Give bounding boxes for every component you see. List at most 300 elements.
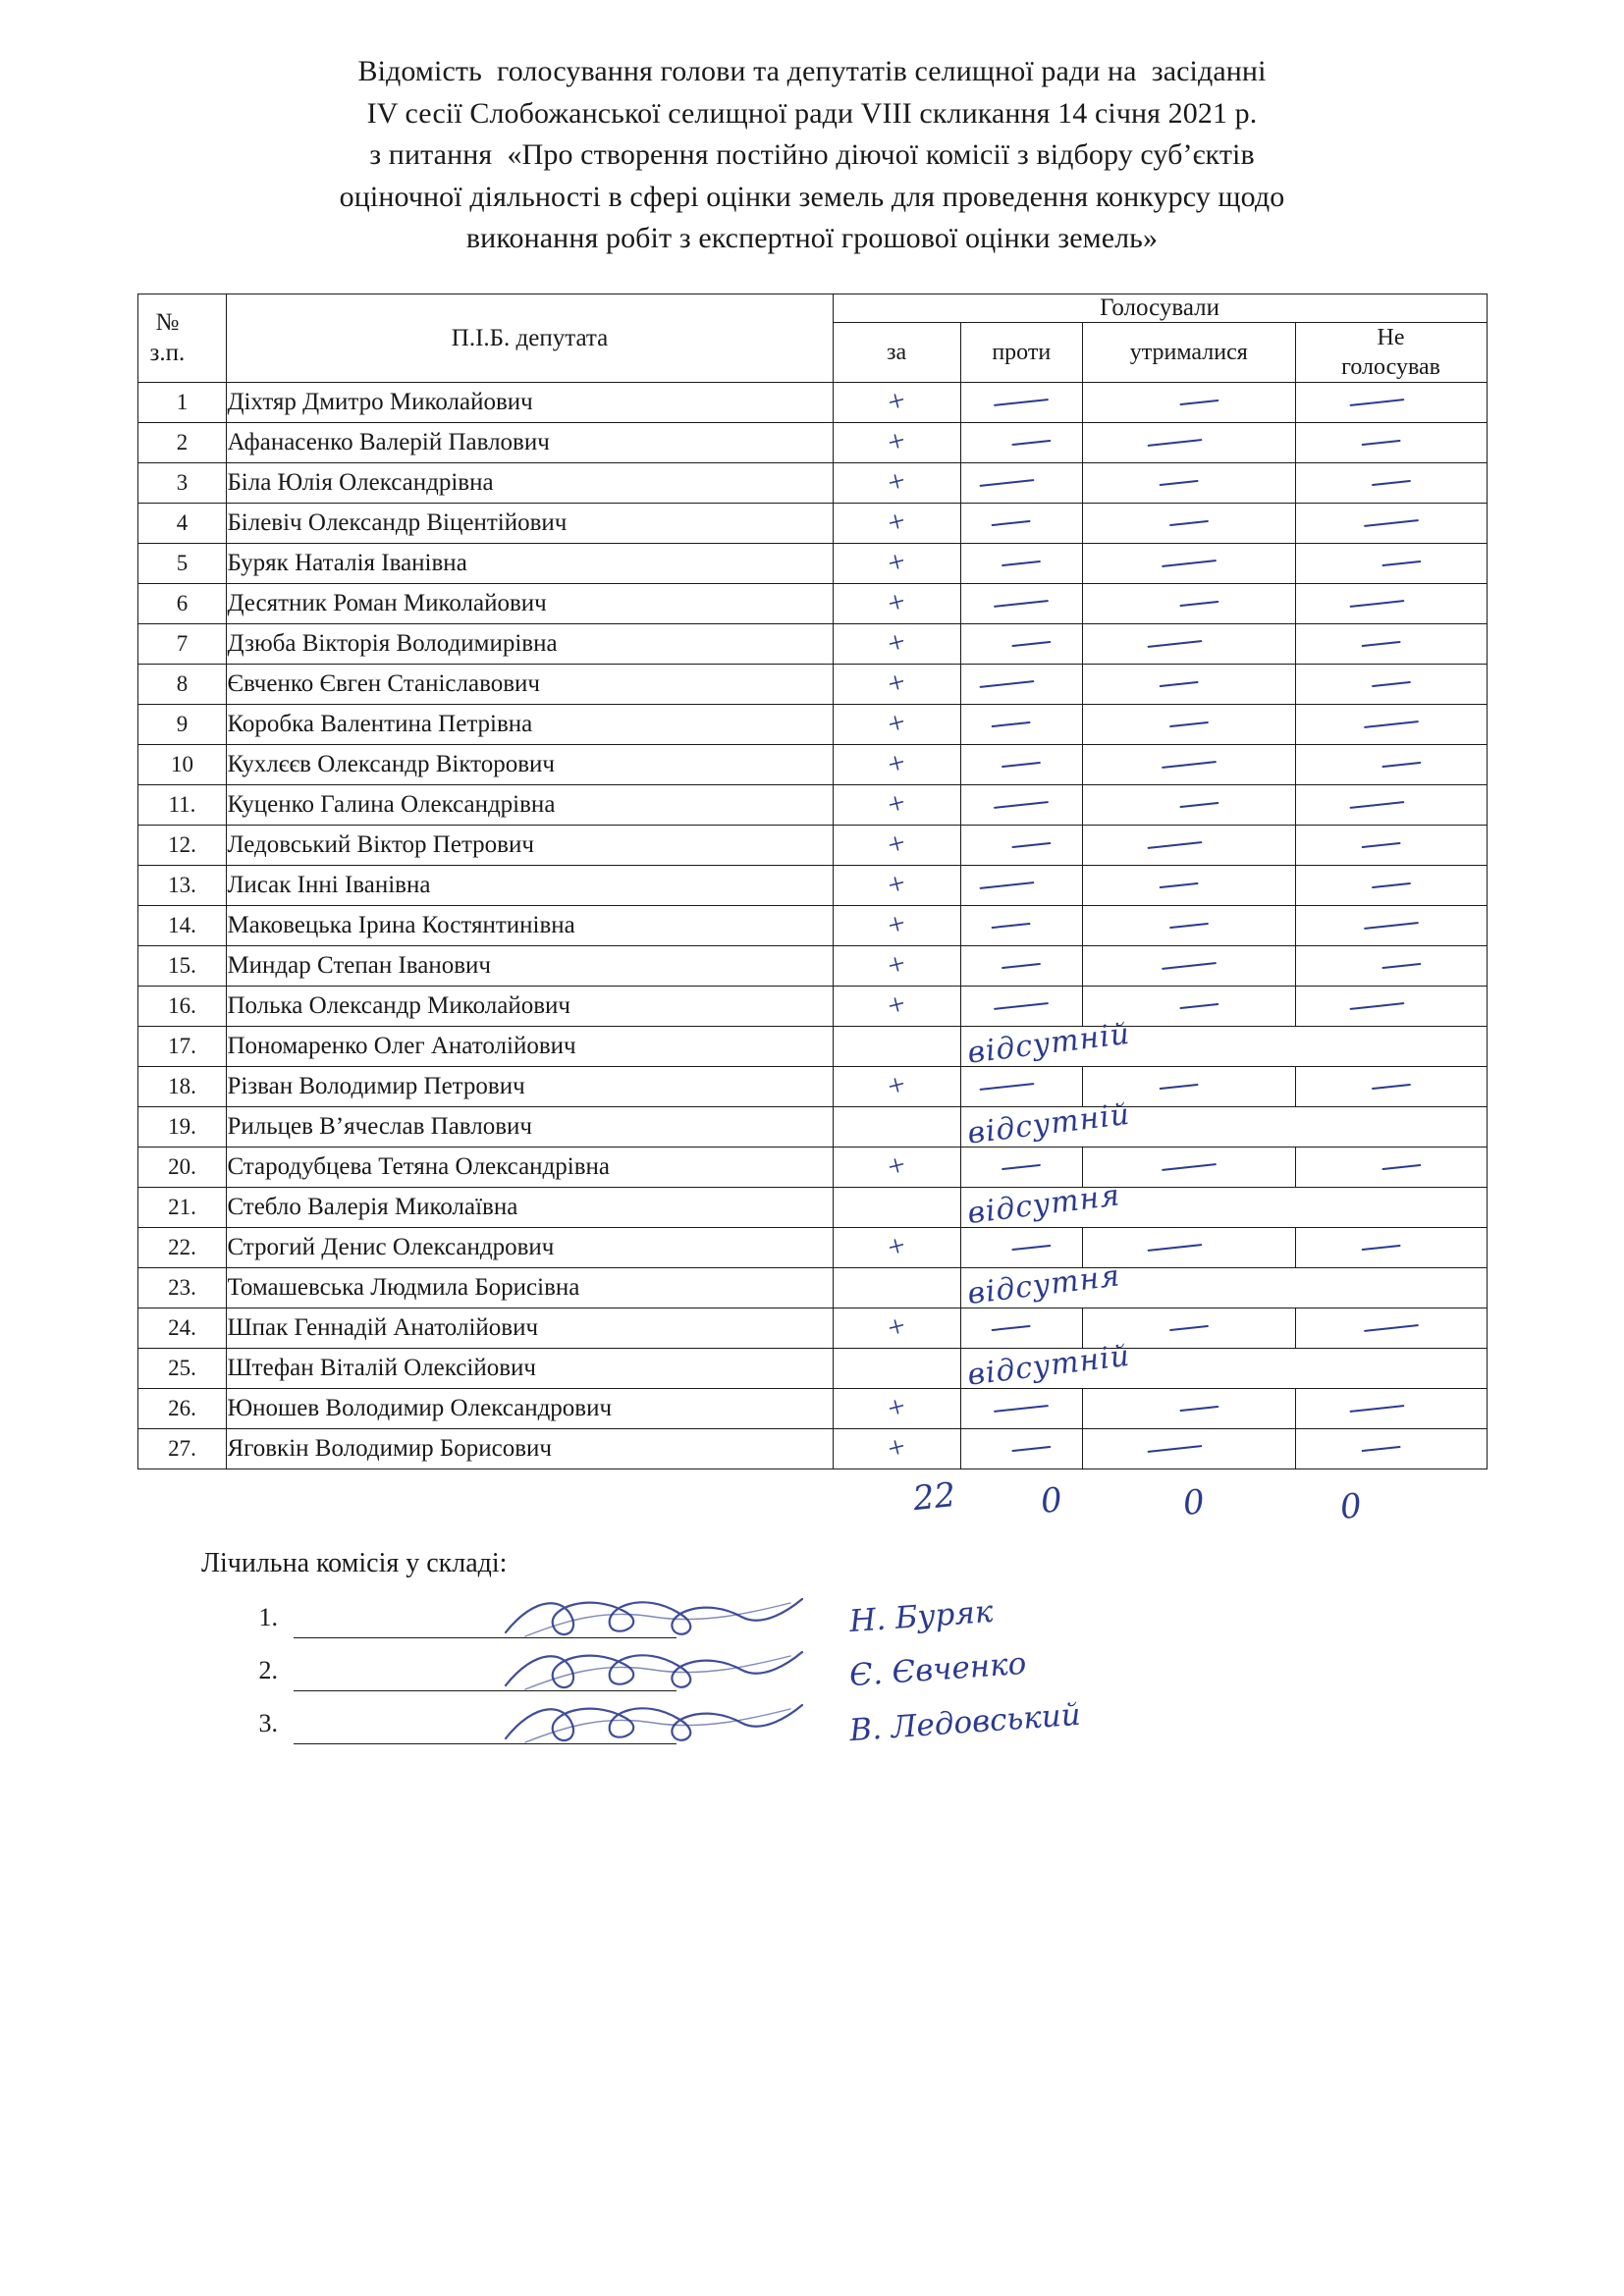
vote-proti-cell	[960, 1147, 1083, 1187]
plus-mark-icon: +	[884, 945, 909, 984]
vote-not-voted-cell	[1295, 664, 1487, 704]
vote-not-voted-cell	[1295, 744, 1487, 784]
total-abstained: 0	[1180, 1481, 1207, 1523]
row-number: 16.	[137, 986, 227, 1026]
plus-mark-icon: +	[884, 704, 909, 742]
table-row	[137, 704, 1487, 744]
voting-table-body	[137, 382, 1487, 1468]
dash-mark-icon	[1349, 399, 1404, 406]
dash-mark-icon	[994, 1405, 1049, 1413]
vote-proti-cell	[960, 1308, 1083, 1348]
dash-mark-icon	[1159, 681, 1198, 687]
dash-mark-icon	[1159, 882, 1198, 888]
dash-mark-icon	[992, 1325, 1031, 1331]
dash-mark-icon	[1179, 802, 1218, 808]
header-number-line2: з.п.	[149, 340, 186, 367]
plus-mark-icon: +	[884, 664, 909, 702]
plus-mark-icon: +	[884, 382, 909, 420]
dash-mark-icon	[1179, 400, 1218, 405]
row-number: 2	[137, 422, 227, 462]
row-number: 27.	[137, 1428, 227, 1468]
row-number: 20.	[137, 1147, 227, 1187]
commission-block	[201, 1547, 1624, 1749]
dash-mark-icon	[980, 479, 1035, 487]
row-number: 9	[137, 704, 227, 744]
header-number-line1: №	[155, 309, 180, 337]
dash-mark-icon	[1349, 1002, 1404, 1010]
total-za: 22	[910, 1474, 957, 1520]
plus-mark-icon: +	[884, 986, 909, 1024]
dash-mark-icon	[1169, 520, 1209, 526]
table-row	[137, 784, 1487, 825]
vote-abstained-cell	[1083, 422, 1296, 462]
vote-proti-cell	[960, 825, 1083, 865]
deputy-name: Миндар Степан Іванович	[227, 945, 833, 986]
table-row	[137, 462, 1487, 503]
vote-not-voted-cell	[1295, 1428, 1487, 1468]
commission-member-index: 2.	[258, 1655, 278, 1684]
plus-mark-icon: +	[884, 462, 909, 501]
absent-note-cell	[960, 1258, 1487, 1312]
deputy-name: Ледовський Віктор Петрович	[227, 825, 833, 865]
row-number: 10	[137, 744, 227, 784]
dash-mark-icon	[980, 1083, 1035, 1091]
dash-mark-icon	[992, 520, 1031, 526]
vote-proti-cell	[960, 623, 1083, 664]
vote-abstained-cell	[1083, 382, 1296, 422]
deputy-name: Дзюба Вікторія Володимирівна	[227, 623, 833, 664]
vote-not-voted-cell	[1295, 543, 1487, 583]
vote-proti-cell	[960, 664, 1083, 704]
absent-note: відсутня	[964, 1178, 1122, 1232]
vote-abstained-cell	[1083, 704, 1296, 744]
signature-line	[294, 1651, 677, 1691]
vote-abstained-cell	[1083, 905, 1296, 945]
header-not-voted-line1: Не	[1377, 324, 1405, 350]
dash-mark-icon	[1372, 480, 1411, 486]
plus-mark-icon: +	[884, 1308, 909, 1346]
dash-mark-icon	[1361, 641, 1400, 647]
plus-mark-icon: +	[884, 1428, 909, 1467]
absent-note: відсутній	[965, 1338, 1132, 1393]
plus-mark-icon: +	[884, 865, 909, 903]
table-row	[137, 623, 1487, 664]
dash-mark-icon	[1349, 1405, 1404, 1413]
row-number: 3	[137, 462, 227, 503]
vote-abstained-cell	[1083, 825, 1296, 865]
document-title	[0, 51, 1624, 260]
vote-proti-cell	[960, 986, 1083, 1026]
table-row	[137, 583, 1487, 623]
dash-mark-icon	[1179, 1003, 1218, 1009]
table-row	[137, 1227, 1487, 1267]
absent-note: відсутній	[965, 1016, 1132, 1071]
dash-mark-icon	[1147, 1244, 1202, 1252]
deputy-name: Яговкін Володимир Борисович	[227, 1428, 833, 1468]
dash-mark-icon	[1162, 1163, 1217, 1171]
vote-proti-cell	[960, 1428, 1083, 1468]
table-row	[137, 1428, 1487, 1468]
dash-mark-icon	[1349, 600, 1404, 608]
dash-mark-icon	[1147, 640, 1202, 648]
dash-mark-icon	[1381, 1164, 1421, 1170]
deputy-name: Штефан Віталій Олексійович	[227, 1348, 833, 1388]
plus-mark-icon: +	[884, 825, 909, 863]
vote-not-voted-cell	[1295, 986, 1487, 1026]
vote-abstained-cell	[1083, 1428, 1296, 1468]
row-number: 6	[137, 583, 227, 623]
header-deputy-name: П.І.Б. депутата	[227, 294, 833, 382]
vote-not-voted-cell	[1295, 784, 1487, 825]
vote-not-voted-cell	[1295, 1147, 1487, 1187]
vote-za-cell	[833, 1026, 960, 1066]
dash-mark-icon	[1381, 561, 1421, 566]
dash-mark-icon	[1361, 842, 1400, 848]
vote-za-cell	[833, 462, 960, 503]
row-number: 17.	[137, 1026, 227, 1066]
vote-proti-cell	[960, 382, 1083, 422]
dash-mark-icon	[1169, 923, 1209, 929]
vote-proti-cell	[960, 704, 1083, 744]
vote-abstained-cell	[1083, 784, 1296, 825]
vote-za-cell	[833, 543, 960, 583]
commission-list	[201, 1585, 1624, 1749]
title-line-1: Відомість голосування голови та депутатів селищної ради на засіданні	[357, 55, 1267, 87]
vote-za-cell	[833, 1227, 960, 1267]
dash-mark-icon	[980, 680, 1035, 688]
vote-za-cell	[833, 1187, 960, 1227]
row-number: 24.	[137, 1308, 227, 1348]
dash-mark-icon	[1147, 1445, 1202, 1453]
table-row	[137, 503, 1487, 543]
title-line-5: виконання робіт з експертної грошової оцінки земель»	[465, 222, 1159, 255]
deputy-name: Пономаренко Олег Анатолійович	[227, 1026, 833, 1066]
deputy-name: Стебло Валерія Миколаївна	[227, 1187, 833, 1227]
plus-mark-icon: +	[884, 1227, 909, 1265]
vote-abstained-cell	[1083, 744, 1296, 784]
vote-za-cell	[833, 1267, 960, 1308]
vote-za-cell	[833, 1388, 960, 1428]
dash-mark-icon	[1169, 1325, 1209, 1331]
dash-mark-icon	[1361, 1245, 1400, 1251]
vote-proti-cell	[960, 1066, 1083, 1106]
vote-proti-cell	[960, 905, 1083, 945]
vote-not-voted-cell	[1295, 825, 1487, 865]
dash-mark-icon	[980, 881, 1035, 889]
title-line-2: IV сесії Слобожанської селищної ради VIII скликання 14 січня 2021 р.	[366, 96, 1258, 130]
vote-za-cell	[833, 664, 960, 704]
row-number: 8	[137, 664, 227, 704]
vote-proti-cell	[960, 503, 1083, 543]
dash-mark-icon	[994, 1002, 1049, 1010]
commission-member-row	[201, 1638, 1624, 1694]
row-number: 15.	[137, 945, 227, 986]
vote-abstained-cell	[1083, 543, 1296, 583]
vote-proti-cell	[960, 583, 1083, 623]
row-number: 1	[137, 382, 227, 422]
vote-za-cell	[833, 1106, 960, 1147]
table-row	[137, 664, 1487, 704]
deputy-name: Куценко Галина Олександрівна	[227, 784, 833, 825]
header-voted-group: Голосували	[833, 294, 1487, 322]
vote-not-voted-cell	[1295, 422, 1487, 462]
vote-za-cell	[833, 1147, 960, 1187]
plus-mark-icon: +	[884, 1147, 909, 1185]
dash-mark-icon	[1381, 762, 1421, 768]
dash-mark-icon	[1012, 440, 1052, 446]
vote-proti-cell	[960, 422, 1083, 462]
total-not-voted: 0	[1337, 1485, 1364, 1527]
dash-mark-icon	[1364, 721, 1419, 728]
vote-proti-cell	[960, 784, 1083, 825]
deputy-name: Коробка Валентина Петрівна	[227, 704, 833, 744]
vote-not-voted-cell	[1295, 1308, 1487, 1348]
signature-line	[294, 1704, 677, 1744]
vote-za-cell	[833, 905, 960, 945]
vote-abstained-cell	[1083, 1388, 1296, 1428]
table-row	[137, 543, 1487, 583]
dash-mark-icon	[1372, 1084, 1411, 1090]
commission-member-index: 3.	[258, 1708, 278, 1737]
deputy-name: Діхтяр Дмитро Миколайович	[227, 382, 833, 422]
commission-member-row	[201, 1691, 1624, 1749]
dash-mark-icon	[992, 721, 1031, 727]
dash-mark-icon	[1381, 963, 1421, 969]
absent-note: відсутній	[965, 1096, 1132, 1151]
row-number: 25.	[137, 1348, 227, 1388]
vote-abstained-cell	[1083, 865, 1296, 905]
vote-not-voted-cell	[1295, 865, 1487, 905]
vote-abstained-cell	[1083, 664, 1296, 704]
dash-mark-icon	[1147, 439, 1202, 447]
table-row	[137, 382, 1487, 422]
table-row	[137, 1267, 1487, 1308]
plus-mark-icon: +	[884, 583, 909, 621]
dash-mark-icon	[1364, 1324, 1419, 1332]
dash-mark-icon	[1012, 842, 1052, 848]
row-number: 12.	[137, 825, 227, 865]
deputy-name: Біла Юлія Олександрівна	[227, 462, 833, 503]
commission-member-row	[201, 1585, 1624, 1638]
deputy-name: Томашевська Людмила Борисівна	[227, 1267, 833, 1308]
dash-mark-icon	[1012, 1446, 1052, 1452]
deputy-name: Десятник Роман Миколайович	[227, 583, 833, 623]
dash-mark-icon	[1001, 762, 1041, 768]
dash-mark-icon	[1372, 681, 1411, 687]
dash-mark-icon	[1012, 641, 1052, 647]
row-number: 23.	[137, 1267, 227, 1308]
dash-mark-icon	[1162, 761, 1217, 769]
title-line-3: з питання «Про створення постійно діючої комісії з відбору суб’єктів	[369, 138, 1255, 172]
plus-mark-icon: +	[884, 543, 909, 581]
table-row	[137, 1066, 1487, 1106]
vote-not-voted-cell	[1295, 382, 1487, 422]
vote-not-voted-cell	[1295, 1227, 1487, 1267]
vote-not-voted-cell	[1295, 704, 1487, 744]
commission-member-name: Н. Буряк	[847, 1593, 995, 1640]
row-number: 13.	[137, 865, 227, 905]
header-proti: проти	[960, 322, 1083, 382]
table-row	[137, 1147, 1487, 1187]
deputy-name: Афанасенко Валерій Павлович	[227, 422, 833, 462]
vote-not-voted-cell	[1295, 623, 1487, 664]
row-number: 4	[137, 503, 227, 543]
vote-za-cell	[833, 1348, 960, 1388]
vote-za-cell	[833, 503, 960, 543]
dash-mark-icon	[1001, 1164, 1041, 1170]
voting-table-wrap	[137, 294, 1488, 1469]
deputy-name: Строгий Денис Олександрович	[227, 1227, 833, 1267]
vote-not-voted-cell	[1295, 503, 1487, 543]
vote-not-voted-cell	[1295, 905, 1487, 945]
dash-mark-icon	[1179, 601, 1218, 607]
dash-mark-icon	[1361, 440, 1400, 446]
absent-note-cell	[960, 1096, 1487, 1151]
vote-za-cell	[833, 986, 960, 1026]
row-number: 18.	[137, 1066, 227, 1106]
table-row	[137, 1187, 1487, 1227]
dash-mark-icon	[1169, 721, 1209, 727]
vote-za-cell	[833, 825, 960, 865]
vote-za-cell	[833, 784, 960, 825]
dash-mark-icon	[1001, 963, 1041, 969]
dash-mark-icon	[1361, 1446, 1400, 1452]
deputy-name: Різван Володимир Петрович	[227, 1066, 833, 1106]
deputy-name: Лисак Інні Іванівна	[227, 865, 833, 905]
header-abstained: утрималися	[1083, 322, 1296, 382]
row-number: 22.	[137, 1227, 227, 1267]
row-number: 7	[137, 623, 227, 664]
dash-mark-icon	[994, 399, 1049, 406]
totals-row	[137, 1475, 1488, 1526]
plus-mark-icon: +	[884, 503, 909, 541]
commission-member-index: 1.	[258, 1602, 278, 1631]
vote-proti-cell	[960, 744, 1083, 784]
vote-not-voted-cell	[1295, 1066, 1487, 1106]
deputy-name: Кухлєєв Олександр Вікторович	[227, 744, 833, 784]
dash-mark-icon	[1012, 1245, 1052, 1251]
dash-mark-icon	[1364, 922, 1419, 930]
dash-mark-icon	[994, 600, 1049, 608]
vote-abstained-cell	[1083, 503, 1296, 543]
vote-not-voted-cell	[1295, 1388, 1487, 1428]
voting-table	[137, 294, 1488, 1469]
dash-mark-icon	[1349, 801, 1404, 809]
table-row	[137, 1348, 1487, 1388]
vote-za-cell	[833, 623, 960, 664]
vote-za-cell	[833, 382, 960, 422]
row-number: 21.	[137, 1187, 227, 1227]
dash-mark-icon	[1159, 480, 1198, 486]
deputy-name: Шпак Геннадій Анатолійович	[227, 1308, 833, 1348]
table-row	[137, 945, 1487, 986]
table-row	[137, 905, 1487, 945]
deputy-name: Юношев Володимир Олександрович	[227, 1388, 833, 1428]
dash-mark-icon	[1147, 841, 1202, 849]
dash-mark-icon	[1001, 561, 1041, 566]
vote-abstained-cell	[1083, 462, 1296, 503]
plus-mark-icon: +	[884, 744, 909, 782]
table-row	[137, 1106, 1487, 1147]
vote-proti-cell	[960, 543, 1083, 583]
plus-mark-icon: +	[884, 1066, 909, 1104]
deputy-name: Рильцев В’ячеслав Павлович	[227, 1106, 833, 1147]
absent-note-cell	[960, 1178, 1487, 1232]
vote-not-voted-cell	[1295, 583, 1487, 623]
absent-note: відсутня	[964, 1258, 1122, 1312]
dash-mark-icon	[1364, 519, 1419, 527]
table-row	[137, 1308, 1487, 1348]
vote-proti-cell	[960, 462, 1083, 503]
header-not-voted-line2: голосував	[1341, 353, 1440, 380]
row-number: 5	[137, 543, 227, 583]
commission-label: Лічильна комісія у складі:	[201, 1547, 508, 1578]
row-number: 26.	[137, 1388, 227, 1428]
dash-mark-icon	[994, 801, 1049, 809]
table-header-row-top	[137, 294, 1487, 322]
vote-proti-cell	[960, 1388, 1083, 1428]
deputy-name: Маковецька Ірина Костянтинівна	[227, 905, 833, 945]
dash-mark-icon	[992, 923, 1031, 929]
table-row	[137, 986, 1487, 1026]
deputy-name: Євченко Євген Станіславович	[227, 664, 833, 704]
vote-za-cell	[833, 1308, 960, 1348]
vote-za-cell	[833, 1428, 960, 1468]
table-row	[137, 422, 1487, 462]
total-proti: 0	[1038, 1479, 1064, 1522]
deputy-name: Стародубцева Тетяна Олександрівна	[227, 1147, 833, 1187]
plus-mark-icon: +	[884, 1388, 909, 1426]
vote-za-cell	[833, 945, 960, 986]
vote-proti-cell	[960, 1227, 1083, 1267]
table-row	[137, 865, 1487, 905]
vote-abstained-cell	[1083, 945, 1296, 986]
dash-mark-icon	[1372, 882, 1411, 888]
deputy-name: Буряк Наталія Іванівна	[227, 543, 833, 583]
dash-mark-icon	[1162, 560, 1217, 567]
row-number: 11.	[137, 784, 227, 825]
vote-za-cell	[833, 422, 960, 462]
plus-mark-icon: +	[884, 784, 909, 823]
vote-not-voted-cell	[1295, 462, 1487, 503]
vote-proti-cell	[960, 945, 1083, 986]
header-number	[137, 294, 227, 382]
deputy-name: Білевіч Олександр Віцентійович	[227, 503, 833, 543]
vote-za-cell	[833, 704, 960, 744]
row-number: 19.	[137, 1106, 227, 1147]
vote-abstained-cell	[1083, 623, 1296, 664]
plus-mark-icon: +	[884, 422, 909, 460]
header-za: за	[833, 322, 960, 382]
vote-not-voted-cell	[1295, 945, 1487, 986]
dash-mark-icon	[1179, 1406, 1218, 1412]
signature-line	[294, 1598, 677, 1638]
plus-mark-icon: +	[884, 905, 909, 943]
absent-note-cell	[960, 1338, 1487, 1393]
table-row	[137, 825, 1487, 865]
vote-abstained-cell	[1083, 583, 1296, 623]
table-row	[137, 1388, 1487, 1428]
commission-member-name: В. Ледовський	[848, 1696, 1082, 1749]
table-row	[137, 1026, 1487, 1066]
dash-mark-icon	[1159, 1084, 1198, 1090]
vote-proti-cell	[960, 865, 1083, 905]
plus-mark-icon: +	[884, 623, 909, 662]
deputy-name: Полька Олександр Миколайович	[227, 986, 833, 1026]
row-number: 14.	[137, 905, 227, 945]
dash-mark-icon	[1162, 962, 1217, 970]
title-line-4: оціночної діяльності в сфері оцінки земель для проведення конкурсу щодо	[339, 180, 1285, 213]
